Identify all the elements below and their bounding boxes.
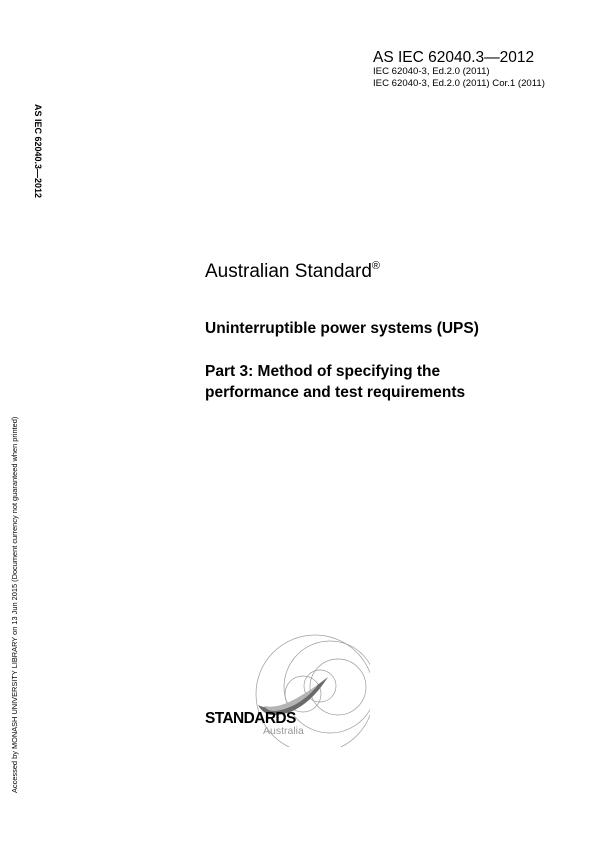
document-subtitle — [205, 361, 465, 403]
iec-reference-corrigendum: IEC 62040-3, Ed.2.0 (2011) Cor.1 (2011) — [373, 78, 545, 89]
standards-australia-logo — [200, 632, 370, 747]
document-title: Uninterruptible power systems (UPS) — [205, 320, 479, 337]
logo-wordmark: STANDARDS — [205, 710, 296, 727]
access-notice: Accessed by MONASH UNIVERSITY LIBRARY on 13 Jun 2015 (Document currency not guaranteed when printed) — [10, 416, 19, 793]
brand-text: Australian Standard — [205, 261, 372, 282]
subtitle-line-1: Part 3: Method of specifying the — [205, 363, 441, 380]
registered-mark: ® — [371, 260, 380, 272]
logo-subtext: Australia — [263, 725, 304, 737]
australian-standard-heading — [205, 255, 380, 283]
standard-number: AS IEC 62040.3—2012 — [373, 49, 535, 66]
spine-standard-number: AS IEC 62040.3—2012 — [33, 104, 43, 199]
iec-reference: IEC 62040-3, Ed.2.0 (2011) — [373, 66, 490, 77]
subtitle-line-2: performance and test requirements — [205, 384, 466, 401]
